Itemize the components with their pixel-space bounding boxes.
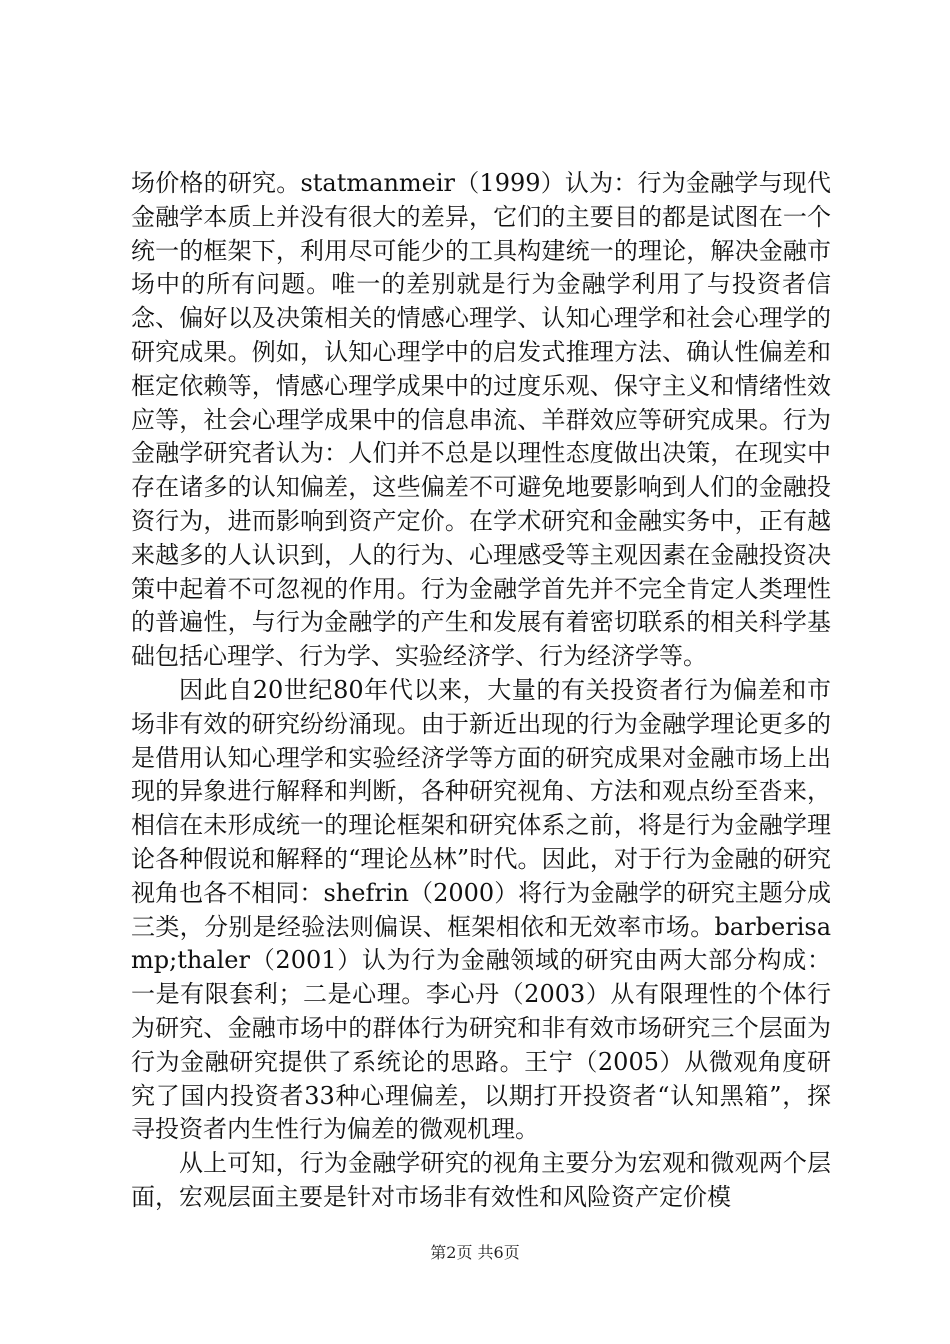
paragraph-3: 从上可知，行为金融学研究的视角主要分为宏观和微观两个层面，宏观层面主要是针对市场非有效性和风险资产定价模 <box>131 1149 831 1211</box>
body-text <box>131 167 831 1215</box>
page-number-footer: 第2页 共6页 <box>430 1243 520 1262</box>
paragraph-2: 因此自20世纪80年代以来，大量的有关投资者行为偏差和市场非有效的研究纷纷涌现。由于新近出现的行为金融学理论更多的是借用认知心理学和实验经济学等方面的研究成果对金融市场上出现的异象进行解释和判断，各种研究视角、方法和观点纷至沓来，相信在未形成统一的理论框架和研究体系之前，将是行为金融学理论各种假说和解释的“理论丛林”时代。因此，对于行为金融的研究视角也各不相同：shefrin（2000）将行为金融学的研究主题分成三类，分别是经验法则偏误、框架相依和无效率市场。barberisamp;thaler（2001）认为行为金融领域的研究由两大部分构成：一是有限套利；二是心理。李心丹（2003）从有限理性的个体行为研究、金融市场中的群体行为研究和非有效市场研究三个层面为行为金融研究提供了系统论的思路。王宁（2005）从微观角度研究了国内投资者33种心理偏差，以期打开投资者“认知黑箱”，探寻投资者内生性行为偏差的微观机理。 <box>131 675 831 1144</box>
paragraph-1: 场价格的研究。statmanmeir（1999）认为：行为金融学与现代金融学本质上并没有很大的差异，它们的主要目的都是试图在一个统一的框架下，利用尽可能少的工具构建统一的理论，解决金融市场中的所有问题。唯一的差别就是行为金融学利用了与投资者信念、偏好以及决策相关的情感心理学、认知心理学和社会心理学的研究成果。例如，认知心理学中的启发式推理方法、确认性偏差和框定依赖等，情感心理学成果中的过度乐观、保守主义和情绪性效应等，社会心理学成果中的信息串流、羊群效应等研究成果。行为金融学研究者认为：人们并不总是以理性态度做出决策，在现实中存在诸多的认知偏差，这些偏差不可避免地要影响到人们的金融投资行为，进而影响到资产定价。在学术研究和金融实务中，正有越来越多的人认识到，人的行为、心理感受等主观因素在金融投资决策中起着不可忽视的作用。行为金融学首先并不完全肯定人类理性的普遍性，与行为金融学的产生和发展有着密切联系的相关科学基础包括心理学、行为学、实验经济学、行为经济学等。 <box>131 169 831 671</box>
